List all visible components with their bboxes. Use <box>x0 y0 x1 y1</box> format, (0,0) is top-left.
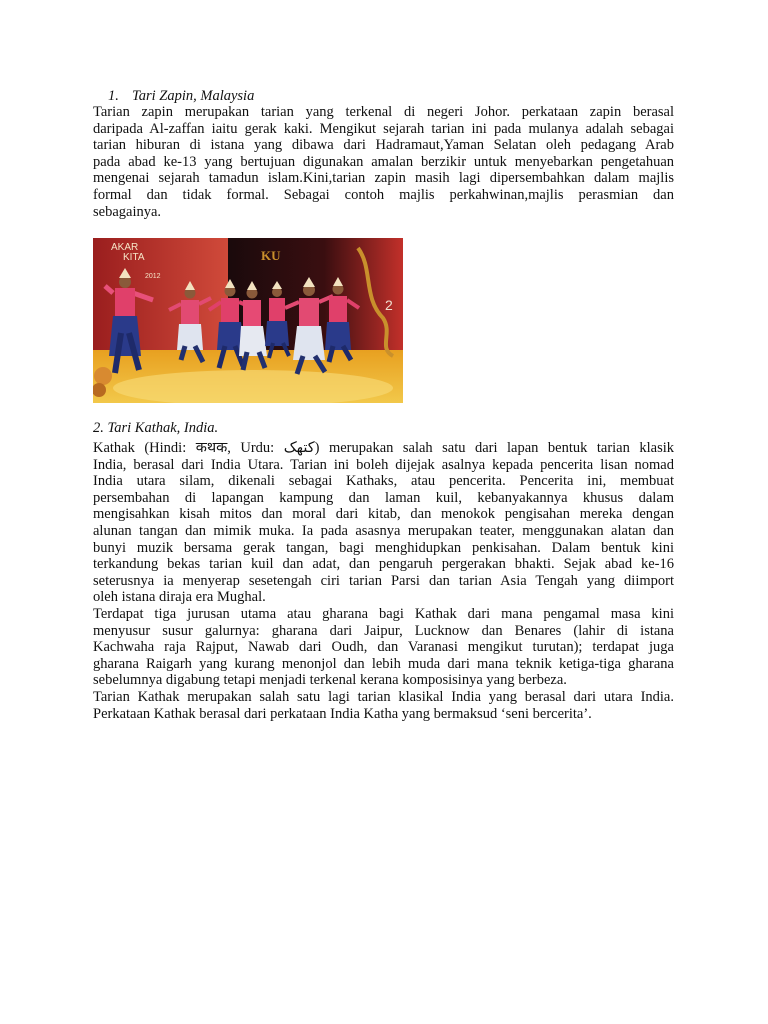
paragraph-line: alunan tangan dan mimik muka. Ia pada asasnya merupakan teater, menggunakan alatan dan <box>93 522 674 539</box>
paragraph-line: daripada Al-zaffan iaitu gerak kaki. Mengikut sejarah tarian ini pada mulanya adalah sebagai <box>93 120 674 137</box>
paragraph-line: Terdapat tiga jurusan utama atau gharana bagi Kathak dari mana pengamal masa kini <box>93 605 674 622</box>
zapin-dance-photo <box>93 238 403 403</box>
backdrop-text: KU <box>261 248 281 263</box>
paragraph-line: persembahan di lapangan kampung dan laman kuil, kebanyakannya khusus dalam <box>93 489 674 506</box>
paragraph-line: Kathak (Hindi: कथक, Urdu: کتھک) merupakan salah satu dari lapan bentuk tarian klasik <box>93 440 674 456</box>
paragraph-line: tarian hiburan di istana yang dibawa dari Hadramaut,Yaman Selatan oleh pedagang Arab <box>93 137 674 154</box>
section-2-heading: 2. Tari Kathak, India. <box>93 420 219 436</box>
paragraph-line: Perkataan Kathak berasal dari perkataan India Katha yang bermaksud ‘seni bercerita’. <box>93 705 592 722</box>
paragraph-line: mengenai sejarah tamadun islam.Kini,tarian zapin masih lagi dipersembahkan dalam majlis <box>93 170 674 187</box>
section-1-paragraph <box>93 104 674 220</box>
paragraph-line: mengisahkan kisah mitos dan moral dari kitab, dan menokok pengisahan mereka dengan <box>93 506 674 523</box>
paragraph-line: seterusnya ia menyerap sesetengah ciri tarian Parsi dan tarian Asia Tengah yang diimport <box>93 572 674 589</box>
paragraph-line: bunyi muzik bersama gerak tangan, bagi menghidupkan penkisahan. Dalam bentuk kini <box>93 539 674 556</box>
paragraph-line: menyusur susur galurnya: gharana dari Jaipur, Lucknow dan Benares (lahir di istana <box>93 622 674 639</box>
paragraph-line: terkandung bekas tarian kuil dan adat, dan pengaruh pergerakan bhakti. Sejak abad ke-16 <box>93 556 674 573</box>
paragraph-line: Tarian zapin merupakan tarian yang terkenal di negeri Johor. perkataan zapin berasal <box>93 104 674 120</box>
paragraph-line: sebagainya. <box>93 203 162 220</box>
paragraph-line: India, berasal dari India Utara. Tarian ini boleh dijejak asalnya kepada pencerita lisan nomad <box>93 456 674 473</box>
paragraph-line: Kachwaha raja Rajput, Nawab dari Oudh, dan Varanasi mengikut turutan); terdapat juga <box>93 639 674 656</box>
section-1-title: Tari Zapin, Malaysia <box>132 88 255 104</box>
section-1-heading <box>108 88 254 105</box>
paragraph-line: oleh istana diraja era Mughal. <box>93 589 266 606</box>
paragraph-line: gharana Raigarh yang kurang menonjol dan lebih muda dari mana teknik ketiga-tiga gharana <box>93 655 674 672</box>
backdrop-text: KITA <box>123 252 145 263</box>
paragraph-line: Tarian Kathak merupakan salah satu lagi tarian klasikal India yang berasal dari utara India. <box>93 688 674 705</box>
backdrop-text: 2 <box>385 297 393 313</box>
paragraph-line: pada abad ke-13 yang bertujuan digunakan amalan berzikir untuk menyebarkan pengetahuan <box>93 153 674 170</box>
paragraph-line: formal dan tidak formal. Sebagai contoh majlis perkahwinan,majlis perasmian dan <box>93 186 674 203</box>
section-1-number: 1. <box>108 88 119 104</box>
backdrop-year: 2012 <box>145 273 161 280</box>
paragraph-line: sebelumnya digabung tetapi menjadi terkenal kerana komposisinya yang berbeza. <box>93 672 567 689</box>
backdrop-text: AKAR <box>111 242 139 253</box>
paragraph-line: India utara silam, dikenali sebagai Kathaks, atau pencerita. Pencerita ini, membuat <box>93 473 674 490</box>
section-2-paragraph <box>93 440 674 722</box>
